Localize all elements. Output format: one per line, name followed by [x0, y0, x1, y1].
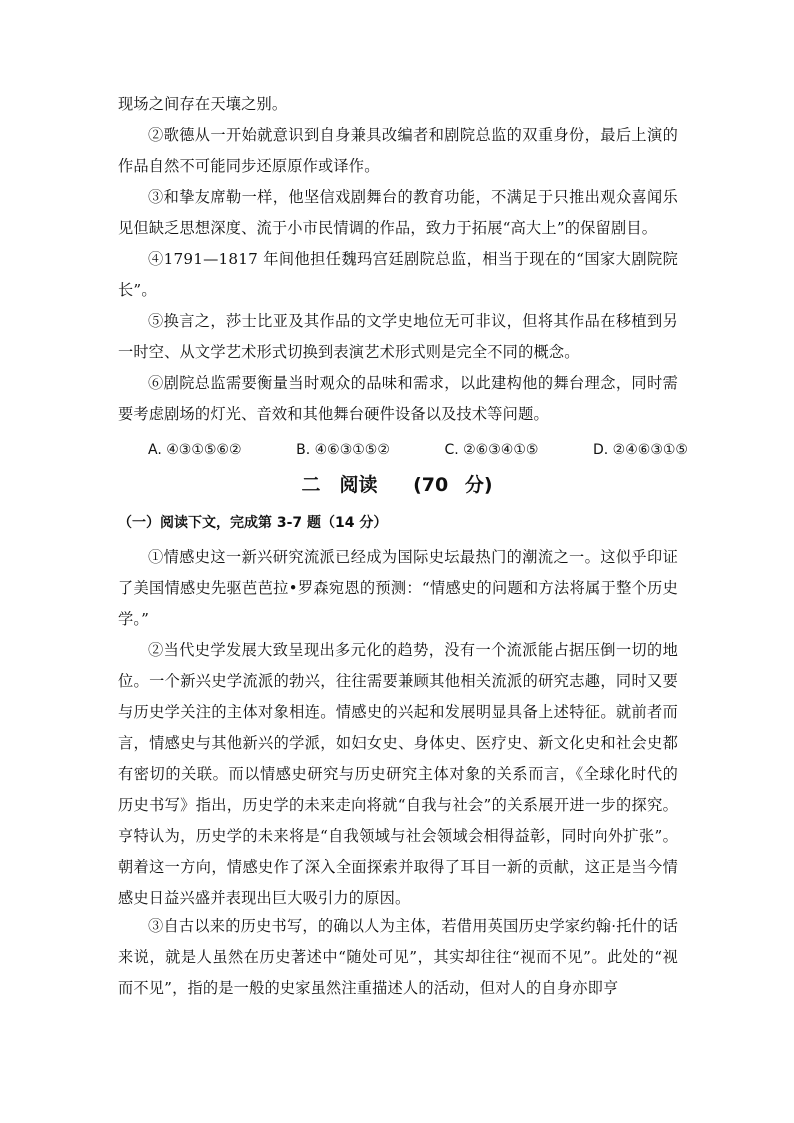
section-subtitle: （一）阅读下文，完成第 3-7 题（14 分）: [118, 515, 388, 531]
option-c: C. ②⑥③④①⑤: [444, 442, 539, 458]
passage-paragraph-3: ③自古以来的历史书写，的确以人为主体，若借用英国历史学家约翰·托什的话来说，就是人虽然在历史著述中“随处可见”，其实却往往“视而不见”。此处的“视而不见”，指的是一般的史家虽然注重描述人的活动，但对人的自身亦即亨: [118, 917, 678, 997]
sentence-item-6: ⑥剧院总监需要衡量当时观众的品味和需求，以此建构他的舞台理念，同时需要考虑剧场的灯光、音效和其他舞台硬件设备以及技术等问题。: [118, 374, 678, 423]
option-d: D. ②④⑥③①⑤: [592, 442, 688, 458]
sentence-item-3: ③和挚友席勒一样，他坚信戏剧舞台的教育功能，不满足于只推出观众喜闻乐见但缺乏思想深度、流于小市民情调的作品，致力于拓展“高大上”的保留剧目。: [118, 188, 678, 237]
option-b: B. ④⑥③①⑤②: [296, 442, 390, 458]
answer-options: [148, 436, 688, 464]
sentence-item-5: ⑤换言之，莎士比亚及其作品的文学史地位无可非议，但将其作品在移植到另一时空、从文学艺术形式切换到表演艺术形式则是完全不同的概念。: [118, 312, 678, 361]
section-title: 二 阅读 (70 分): [301, 474, 493, 496]
sentence-item-4: ④1791—1817 年间他担任魏玛宫廷剧院总监，相当于现在的“国家大剧院院长”。: [118, 250, 678, 299]
paragraph-continuation: 现场之间存在天壤之别。: [118, 95, 288, 113]
option-a: A. ④③①⑤⑥②: [148, 442, 242, 458]
sentence-item-2: ②歌德从一开始就意识到自身兼具改编者和剧院总监的双重身份，最后上演的作品自然不可能同步还原原作或译作。: [118, 126, 678, 175]
passage-paragraph-2: ②当代史学发展大致呈现出多元化的趋势，没有一个流派能占据压倒一切的地位。一个新兴史学流派的勃兴，往往需要兼顾其他相关流派的研究志趣，同时又要与历史学关注的主体对象相连。情感史的兴起和发展明显具备上述特征。就前者而言，情感史与其他新兴的学派，如妇女史、身体史、医疗史、新文化史和社会史都有密切的关联。而以情感史研究与历史研究主体对象的关系而言，《全球化时代的历史书写》指出，历史学的未来走向将就“自我与社会”的关系展开进一步的探究。亨特认为，历史学的未来将是“自我领域与社会领域会相得益彰，同时向外扩张”。朝着这一方向，情感史作了深入全面探索并取得了耳目一新的贡献，这正是当今情感史日益兴盛并表现出巨大吸引力的原因。: [118, 641, 678, 907]
passage-paragraph-1: ①情感史这一新兴研究流派已经成为国际史坛最热门的潮流之一。这似乎印证了美国情感史先驱芭芭拉•罗森宛恩的预测：“情感史的问题和方法将属于整个历史学。”: [118, 548, 678, 628]
